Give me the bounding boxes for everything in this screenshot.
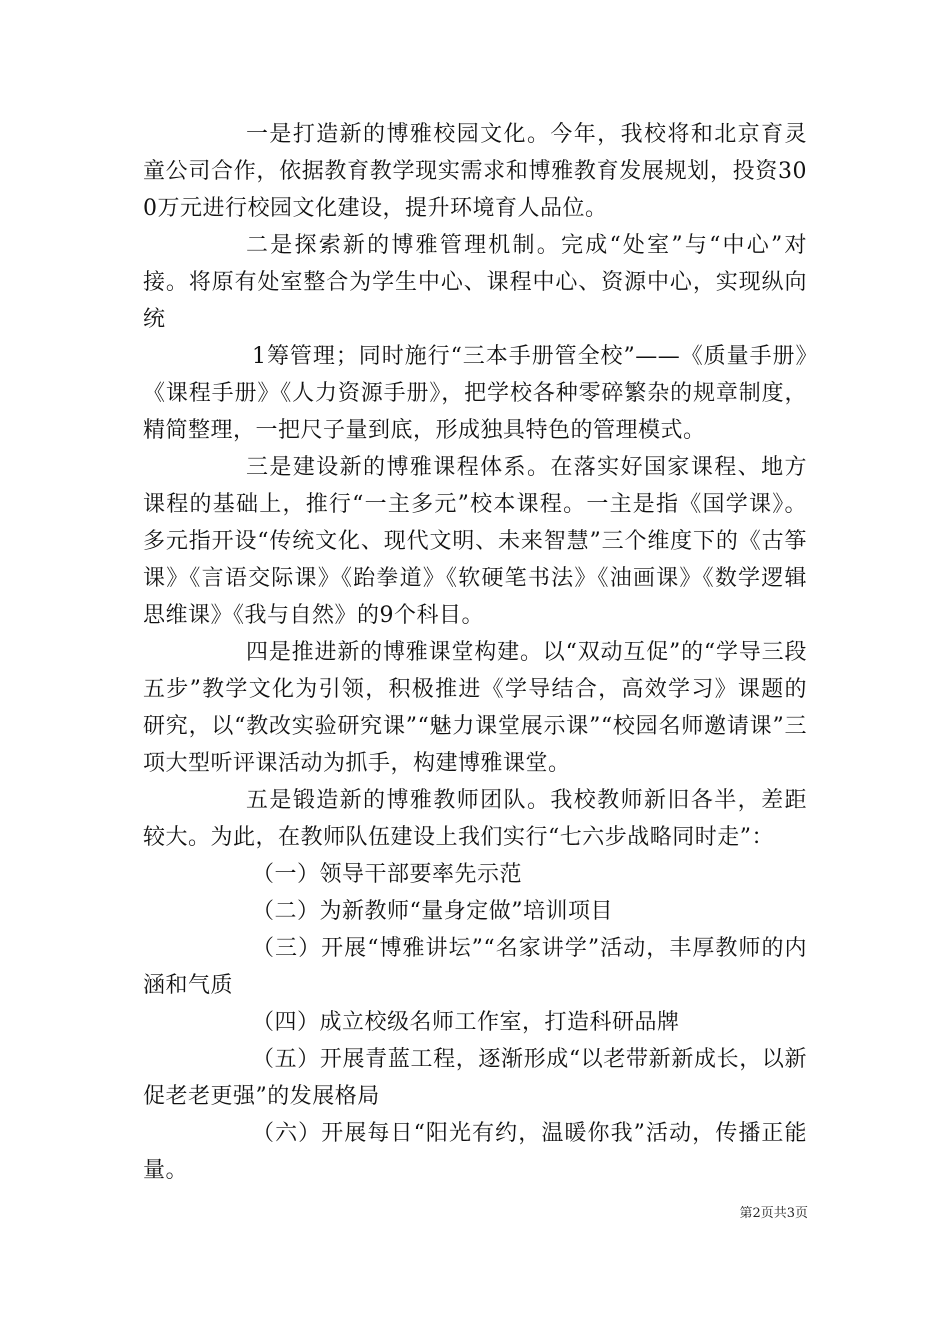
page-number-footer: 第2页共3页 (739, 1206, 808, 1221)
list-item-daily-activity: （六）开展每日“阳光有约，温暖你我”活动，传播正能量。 (143, 1121, 807, 1183)
paragraph-campus-culture: 一是打造新的博雅校园文化。今年，我校将和北京育灵童公司合作，依据教育教学现实需求和博雅教育发展规划，投资300万元进行校园文化建设，提升环境育人品位。 (143, 122, 807, 221)
paragraph-curriculum-system: 三是建设新的博雅课程体系。在落实好国家课程、地方课程的基础上，推行“一主多元”校本课程。一主是指《国学课》。多元指开设“传统文化、现代文明、未来智慧”三个维度下的《古筝课》《言语交际课》《跆拳道》《软硬笔书法》《油画课》《数学逻辑思维课》《我与自然》的9个科目。 (143, 455, 807, 628)
paragraph-teacher-team: 五是锻造新的博雅教师团队。我校教师新旧各半，差距较大。为此，在教师队伍建设上我们实行“七六步战略同时走”： (143, 788, 807, 850)
paragraph-classroom-construction: 四是推进新的博雅课堂构建。以“双动互促”的“学导三段五步”教学文化为引领，积极推进《学导结合，高效学习》课题的研究，以“教改实验研究课”“魅力课堂展示课”“校园名师邀请课”三项大型听评课活动为抓手，构建博雅课堂。 (143, 640, 807, 776)
document-body (143, 116, 807, 1189)
list-item-training: （二）为新教师“量身定做”培训项目 (252, 899, 613, 924)
list-item-leadership: （一）领导干部要率先示范 (252, 862, 523, 887)
list-item-mentoring: （五）开展青蓝工程，逐渐形成“以老带新新成长，以新促老老更强”的发展格局 (143, 1047, 807, 1109)
paragraph-handbook-management: 1筹管理；同时施行“三本手册管全校”——《质量手册》《课程手册》《人力资源手册》，把学校各种零碎繁杂的规章制度，精简整理，一把尺子量到底，形成独具特色的管理模式。 (143, 344, 807, 443)
list-item-lectures: （三）开展“博雅讲坛”“名家讲学”活动，丰厚教师的内涵和气质 (143, 936, 807, 998)
paragraph-management-mechanism: 二是探索新的博雅管理机制。完成“处室”与“中心”对接。将原有处室整合为学生中心、课程中心、资源中心，实现纵向统 (143, 233, 807, 332)
list-item-studio: （四）成立校级名师工作室，打造科研品牌 (252, 1010, 680, 1035)
